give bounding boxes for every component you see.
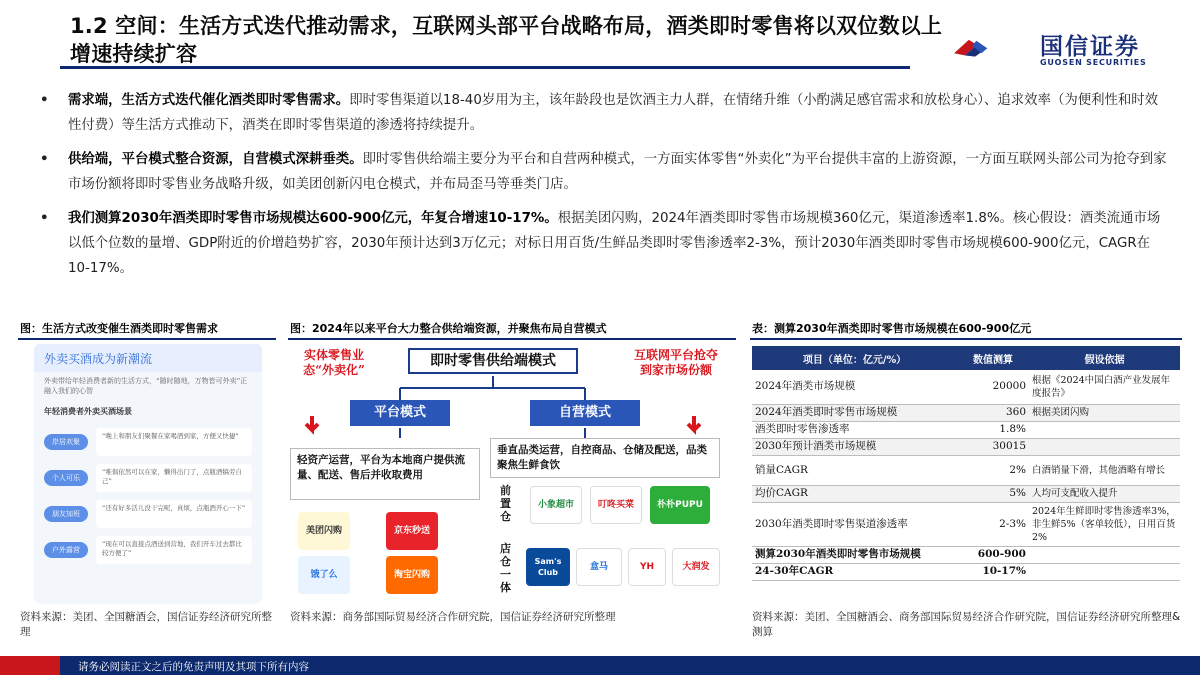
store-warehouse-label: 店仓一体	[500, 542, 511, 594]
bullet-lead: 我们测算2030年酒类即时零售市场规模达600-900亿元，年复合增速10-17%。	[68, 211, 558, 226]
page-header	[0, 0, 1200, 78]
bullet-lead: 供给端，平台模式整合资源，自营模式深耕垂类。	[68, 152, 363, 167]
page-title: 1.2 空间：生活方式迭代推动需求，互联网头部平台战略布局，酒类即时零售将以双位数以上增速持续扩容	[70, 14, 943, 66]
table-row	[752, 370, 1180, 404]
table-cell-item: 2030年酒类即时零售渠道渗透率	[752, 502, 957, 546]
table-cell-basis: 根据《2024中国白酒产业发展年度报告》	[1029, 370, 1180, 404]
bullet-dot: •	[40, 211, 49, 226]
footer-accent	[0, 656, 60, 675]
table-cell-item: 酒类即时零售渗透率	[752, 421, 957, 438]
bullet-text: 即时零售供给端主要分为平台和自营两种模式，一方面实体零售“外卖化”为平台提供丰富的上游资源，一方面互联网头部公司为抢夺到家市场份额将即时零售业务战略升级，如美团创新闪电仓模式，并布局歪马等垂类门店。	[68, 152, 1167, 192]
scenario-row	[44, 463, 252, 493]
supply-model-diagram	[290, 344, 730, 604]
table-row	[752, 404, 1180, 421]
p1-subtitle: 外卖带给年轻消费者新的生活方式，“随时随地，万物皆可外卖”正融入我们的心智	[44, 377, 248, 395]
supply-model-root: 即时零售供给端模式	[408, 348, 578, 374]
bullet-text: 根据美团闪购，2024年酒类即时零售市场规模360亿元，渠道渗透率1.8%。核心假设：酒类流通市场以低个位数的量增、GDP附近的价增趋势扩容，2030年预计达到3万亿元；对标日用百货/生鲜品类即时零售渗透率2-3%，预计2030年酒类即时零售市场规模600-900亿元，CAGR在10-17%。	[68, 211, 1161, 276]
bullet-dot: •	[40, 152, 49, 167]
table-cell-value: 2%	[957, 455, 1029, 485]
brand-yonghui: YH	[628, 548, 666, 586]
table-cell-value: 5%	[957, 485, 1029, 502]
title-underline	[60, 66, 910, 69]
table-row	[752, 485, 1180, 502]
brand-eleme: 饿了么	[298, 556, 350, 594]
table-cell-basis: 2024年生鲜即时零售渗透率3%，非生鲜5%（客单较低），日用百货2%	[1029, 502, 1180, 546]
bullet-dot: •	[40, 93, 49, 108]
scenario-quote: “现在可以直接点酒送到营地，我们开车过去都比较方便了”	[96, 536, 252, 564]
bullet-demand	[40, 88, 1170, 138]
panel2-title: 图：2024年以来平台大力整合供给端资源，并聚焦布局自营模式	[290, 322, 607, 335]
brand-dingdong: 叮咚买菜	[590, 486, 642, 524]
table-row	[752, 455, 1180, 485]
self-model-box: 自营模式	[530, 400, 640, 426]
panel1-source: 资料来源：美团、全国糖酒会，国信证券经济研究所整理	[20, 611, 272, 638]
table-header-cell: 假设依据	[1029, 346, 1180, 370]
table-row	[752, 421, 1180, 438]
table-cell-value: 2-3%	[957, 502, 1029, 546]
brand-sams: Sam's Club	[526, 548, 570, 586]
logo-name-en: GUOSEN SECURITIES	[1040, 58, 1147, 67]
brand-pupu: 朴朴PUPU	[650, 486, 710, 524]
scenario-row	[44, 427, 252, 457]
table-cell-item: 2030年预计酒类市场规模	[752, 438, 957, 455]
table-cell-value: 600-900	[957, 546, 1029, 563]
front-warehouse-label: 前置仓	[500, 484, 511, 523]
panel2-rule	[288, 338, 736, 340]
table-cell-basis	[1029, 421, 1180, 438]
table-cell-value: 30015	[957, 438, 1029, 455]
table-cell-item: 测算2030年酒类即时零售市场规模	[752, 546, 957, 563]
table-header-cell: 项目（单位：亿元/%）	[752, 346, 957, 370]
scenario-tag: 岸居欢聚	[44, 434, 88, 450]
table-cell-value: 360	[957, 404, 1029, 421]
table-row	[752, 438, 1180, 455]
table-row	[752, 546, 1180, 563]
scenario-quote: “还有好多活儿没干完呢，真烦，点瓶酒开心一下”	[96, 500, 252, 528]
p1-header: 外卖买酒成为新潮流	[34, 344, 262, 372]
table-cell-value: 10-17%	[957, 563, 1029, 580]
scenario-quote: “晚上和朋友们聚餐在家喝酒到家，方便又快捷”	[96, 428, 252, 456]
panel1-rule	[18, 338, 276, 340]
panel3-source: 资料来源：美团、全国糖酒会、商务部国际贸易经济合作研究院，国信证券经济研究所整理&测算	[752, 611, 1181, 638]
panel3-rule	[750, 338, 1182, 340]
table-cell-item: 2024年酒类市场规模	[752, 370, 957, 404]
page-footer	[0, 656, 1200, 675]
table-cell-basis	[1029, 546, 1180, 563]
panel1-title: 图：生活方式改变催生酒类即时零售需求	[20, 322, 218, 335]
table-row	[752, 563, 1180, 580]
brand-jd: 京东秒送	[386, 512, 438, 550]
panel2-source: 资料来源：商务部国际贸易经济合作研究院，国信证券经济研究所整理	[290, 611, 616, 623]
scenario-quote: “唯俱依然可以在家，懒得出门了，点瓶酒犒劳自己”	[96, 464, 252, 492]
scenario-tag: 户外露营	[44, 542, 88, 558]
table-row	[752, 502, 1180, 546]
table-cell-item: 24-30年CAGR	[752, 563, 957, 580]
table-cell-item: 均价CAGR	[752, 485, 957, 502]
scenario-row	[44, 499, 252, 529]
scenario-tag: 朋友加班	[44, 506, 88, 522]
market-size-table	[752, 346, 1180, 581]
brand-rtmart: 大润发	[672, 548, 720, 586]
left-note: 实体零售业态“外卖化”	[303, 348, 365, 377]
table-cell-value: 1.8%	[957, 421, 1029, 438]
table-cell-value: 20000	[957, 370, 1029, 404]
disclaimer-text: 请务必阅读正文之后的免责声明及其项下所有内容	[78, 661, 309, 673]
table-header-row	[752, 346, 1180, 370]
panel3-title: 表：测算2030年酒类即时零售市场规模在600-900亿元	[752, 322, 1032, 335]
brand-hema: 盒马	[576, 548, 622, 586]
guosen-logo-icon	[952, 24, 1036, 70]
table-cell-item: 2024年酒类即时零售市场规模	[752, 404, 957, 421]
bullet-estimate	[40, 206, 1170, 281]
self-desc: 垂直品类运营，自控商品、仓储及配送，品类聚焦生鲜食饮	[490, 438, 720, 478]
table-cell-basis	[1029, 438, 1180, 455]
scenario-row	[44, 535, 252, 565]
table-cell-basis: 根据美团闪购	[1029, 404, 1180, 421]
table-cell-basis: 人均可支配收入提升	[1029, 485, 1180, 502]
table-cell-item: 销量CAGR	[752, 455, 957, 485]
bullet-text: 即时零售渠道以18-40岁用为主，该年龄段也是饮酒主力人群，在情绪升维（小酌满足感官需求和放松身心）、追求效率（为便利性和时效性付费）等生活方式推动下，酒类在即时零售渠道的渗透将持续提升。	[68, 93, 1159, 133]
brand-taobao: 淘宝闪购	[386, 556, 438, 594]
logo-name-cn: 国信证券	[1040, 34, 1140, 60]
brand-xiaoxiang: 小象超市	[530, 486, 582, 524]
platform-desc: 轻资产运营，平台为本地商户提供流量、配送、售后并收取费用	[290, 448, 480, 500]
p1-section-title: 年轻消费者外卖买酒场景	[44, 407, 132, 416]
young-consumer-screenshot	[34, 344, 262, 604]
table-cell-basis: 白酒销量下滑，其他酒略有增长	[1029, 455, 1180, 485]
table-cell-basis	[1029, 563, 1180, 580]
brand-meituan: 美团闪购	[298, 512, 350, 550]
bullet-list	[40, 88, 1170, 290]
bullet-lead: 需求端，生活方式迭代催化酒类即时零售需求。	[68, 93, 350, 108]
right-note: 互联网平台抢夺到家市场份额	[634, 348, 719, 377]
table-header-cell: 数值测算	[957, 346, 1029, 370]
platform-model-box: 平台模式	[350, 400, 450, 426]
scenario-tag: 个人可乐	[44, 470, 88, 486]
bullet-supply	[40, 147, 1170, 197]
estimate-table	[752, 346, 1180, 581]
